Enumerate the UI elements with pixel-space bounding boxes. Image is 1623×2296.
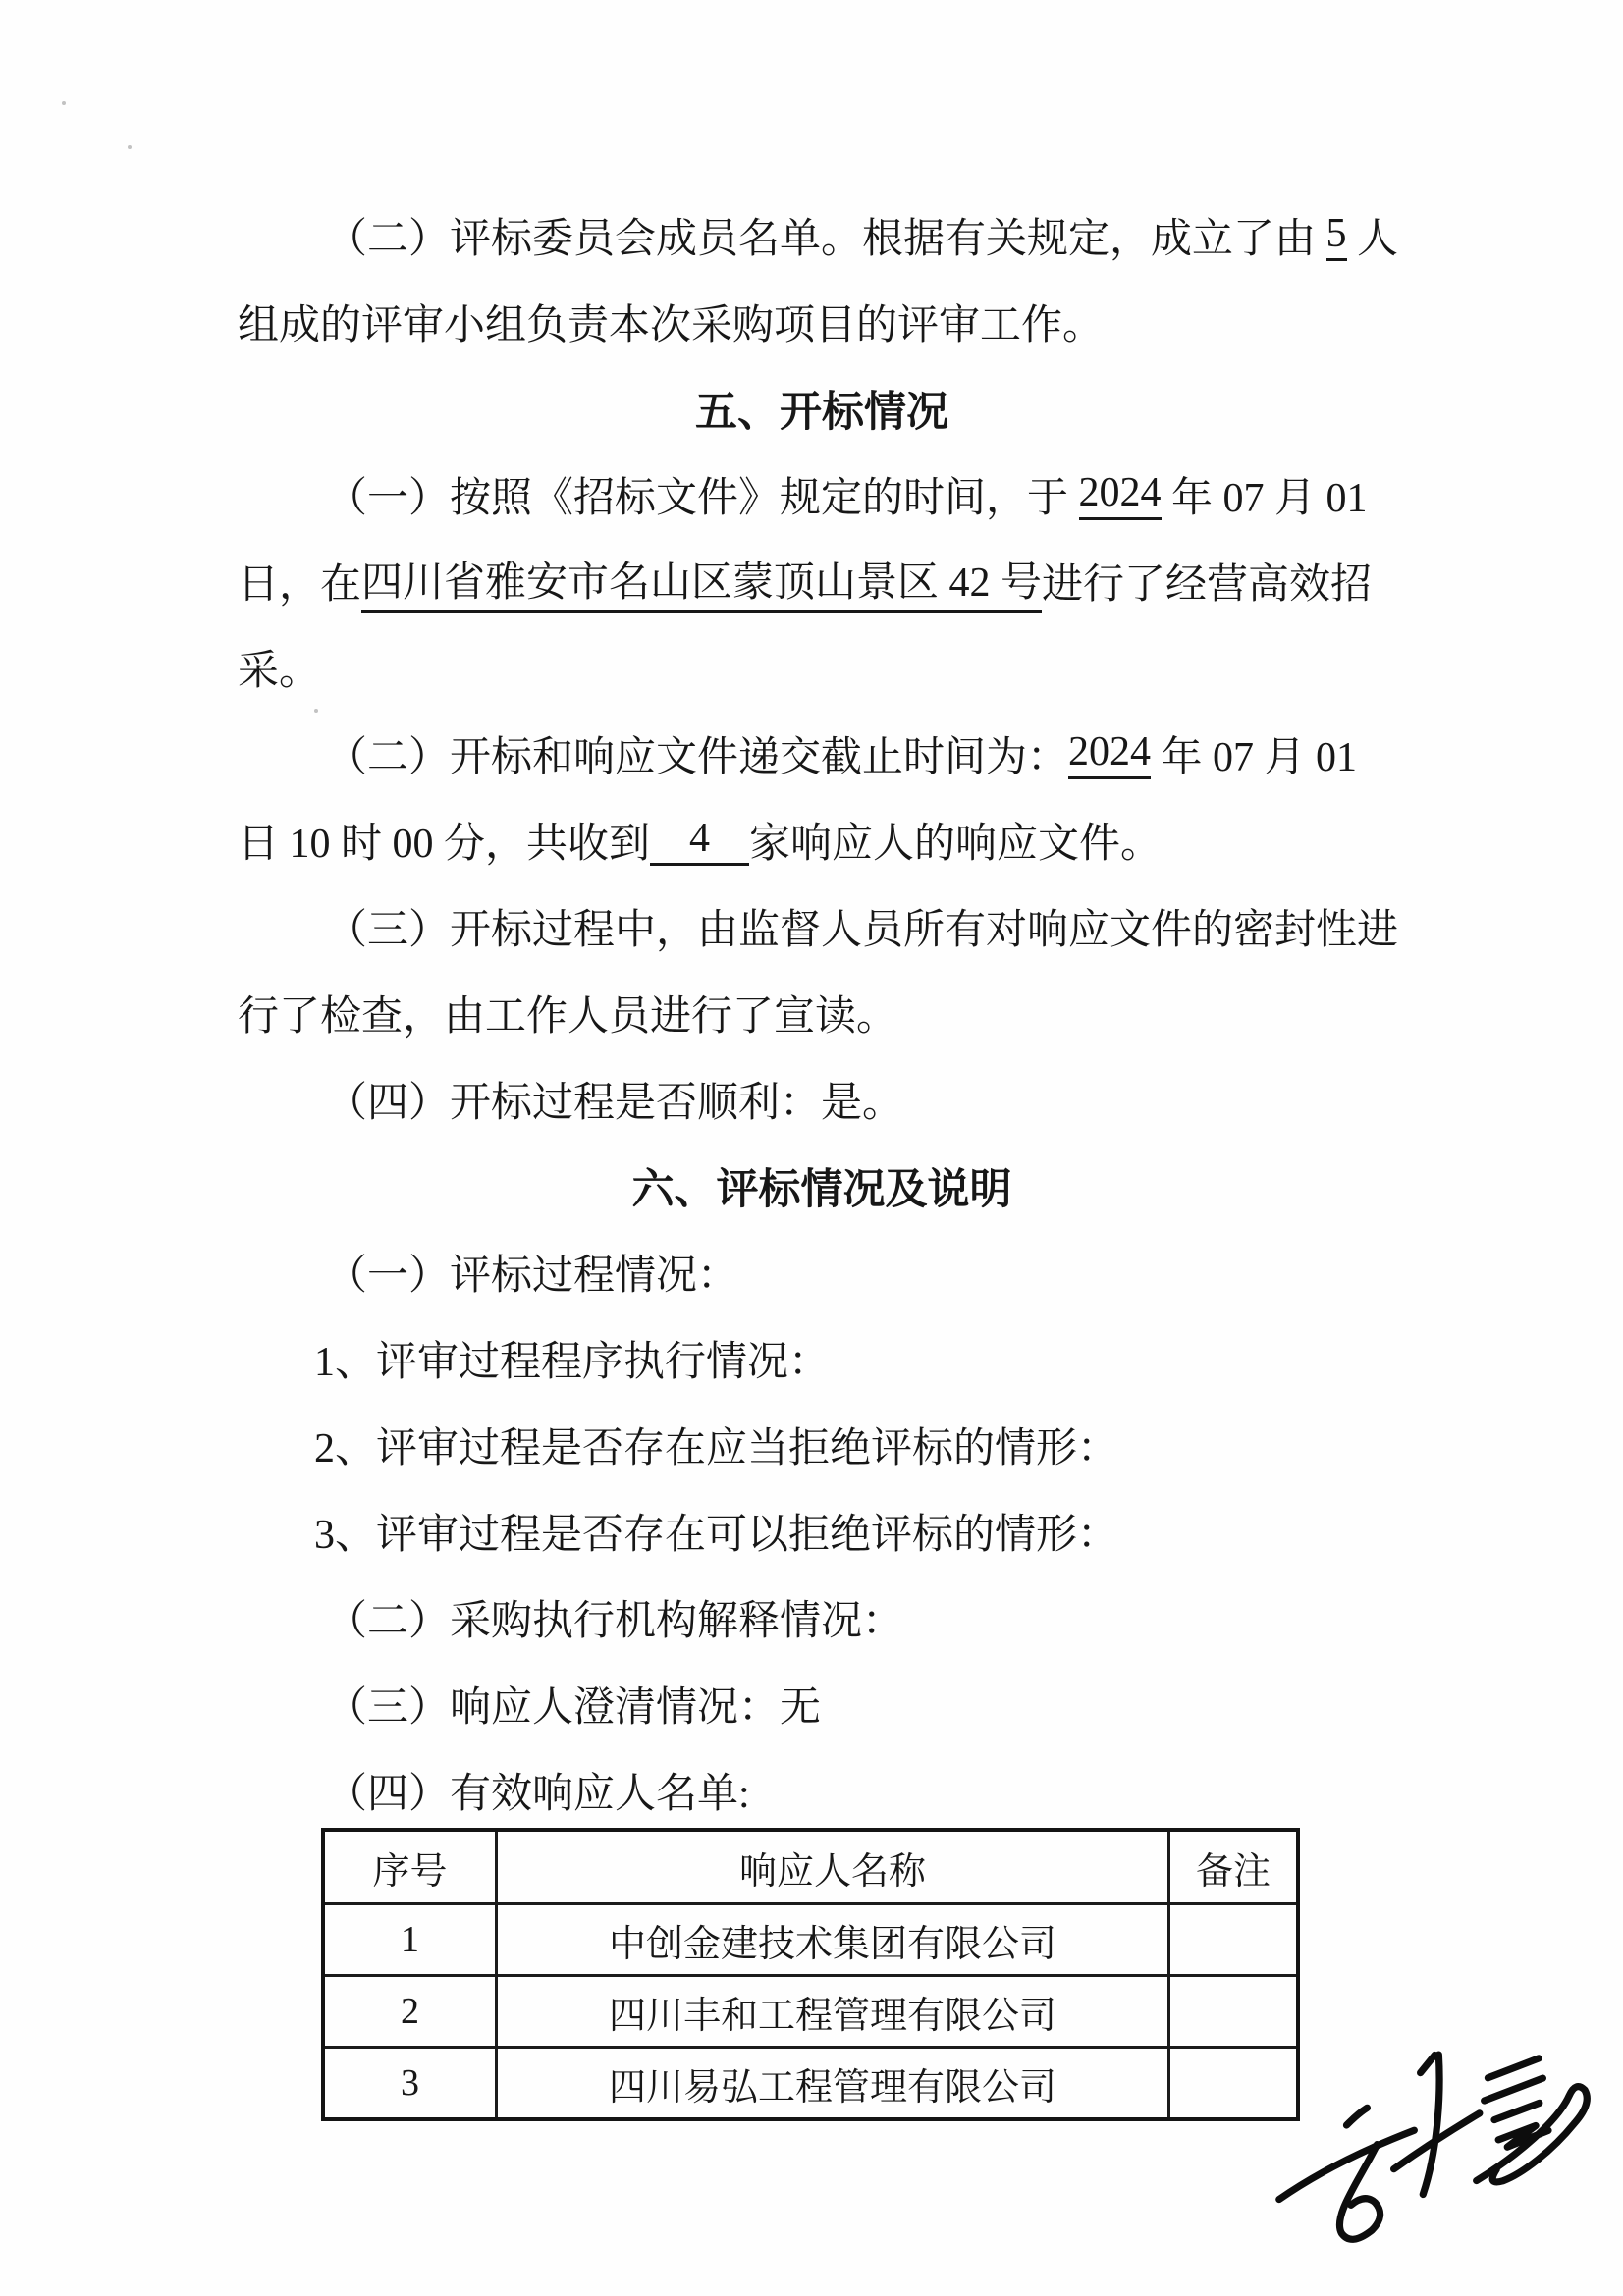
text-segment: 2、评审过程是否存在应当拒绝评标的情形：: [314, 1426, 1119, 1471]
table-row: [323, 2048, 1298, 2120]
item-3: [238, 1488, 1406, 1575]
text-segment: （二）开标和响应文件递交截止时间为：: [326, 735, 1069, 780]
text-segment: 五、开标情况: [695, 389, 948, 436]
table-row: [323, 1904, 1298, 1976]
para-open-place: [238, 538, 1406, 624]
col-header-remark: 备注: [1169, 1830, 1299, 1904]
scan-speck: [128, 145, 132, 149]
text-segment: （三）响应人澄清情况：无: [326, 1685, 822, 1731]
underlined-value: 4: [650, 815, 749, 866]
text-segment: （二）采购执行机构解释情况：: [326, 1599, 904, 1644]
text-segment: （二）评标委员会成员名单。根据有关规定，成立了由: [326, 217, 1326, 262]
text-segment: （四）有效响应人名单:: [326, 1772, 750, 1817]
table-header-row: [323, 1830, 1298, 1904]
para-open-time: [238, 452, 1406, 538]
text-segment: 人: [1346, 217, 1399, 262]
para-clarify: [238, 1661, 1406, 1747]
respondents-table: [321, 1828, 1300, 2121]
para-valid-list: [238, 1747, 1406, 1834]
scan-speck: [62, 101, 66, 105]
text-segment: 日 10 时 00 分，共收到: [238, 822, 651, 867]
cell-name: 中创金建技术集团有限公司: [497, 1904, 1169, 1976]
para-deadline-cont: [238, 797, 1406, 883]
para-agency-explain: [238, 1575, 1406, 1661]
section-6-heading: [238, 1143, 1406, 1229]
item-2: [238, 1402, 1406, 1488]
para-eval-process: [238, 1229, 1406, 1315]
text-segment: 日，在: [238, 562, 362, 608]
text-segment: （一）评标过程情况：: [326, 1254, 739, 1299]
text-segment: 行了检查，由工作人员进行了宣读。: [238, 994, 898, 1040]
para-sealing: [238, 883, 1406, 970]
text-segment: 家响应人的响应文件。: [749, 822, 1163, 867]
cell-name: 四川易弘工程管理有限公司: [497, 2048, 1169, 2120]
para-sealing-cont: [238, 970, 1406, 1056]
cell-no: 2: [323, 1976, 497, 2048]
para-deadline: [238, 711, 1406, 797]
para-open-place-cont: [238, 624, 1406, 711]
cell-name: 四川丰和工程管理有限公司: [497, 1976, 1169, 2048]
document-body: [238, 192, 1406, 1834]
cell-no: 3: [323, 2048, 497, 2120]
text-segment: （一）按照《招标文件》规定的时间，于: [326, 476, 1079, 521]
para-committee: [238, 192, 1406, 279]
para-smooth: [238, 1056, 1406, 1143]
text-segment: 年 07 月 01: [1151, 735, 1358, 780]
underlined-value: 5: [1326, 210, 1347, 261]
col-header-name: 响应人名称: [497, 1830, 1169, 1904]
table-row: [323, 1976, 1298, 2048]
col-header-no: 序号: [323, 1830, 497, 1904]
underlined-value: 四川省雅安市名山区蒙顶山景区 42 号: [361, 550, 1042, 613]
text-segment: 组成的评审小组负责本次采购项目的评审工作。: [238, 303, 1105, 348]
cell-no: 1: [323, 1904, 497, 1976]
section-5-heading: [238, 365, 1406, 452]
text-segment: （四）开标过程是否顺利：是。: [326, 1081, 904, 1126]
text-segment: 年 07 月 01: [1161, 476, 1368, 521]
text-segment: （三）开标过程中，由监督人员所有对响应文件的密封性进: [326, 908, 1399, 953]
text-segment: 六、评标情况及说明: [631, 1166, 1012, 1213]
handwritten-signature: [1254, 2022, 1622, 2296]
para-committee-cont: [238, 279, 1406, 365]
text-segment: 3、评审过程是否存在可以拒绝评标的情形：: [314, 1513, 1119, 1558]
text-segment: 1、评审过程程序执行情况：: [314, 1340, 831, 1385]
text-segment: 进行了经营高效招: [1042, 562, 1373, 608]
underlined-value: 2024: [1079, 469, 1162, 520]
cell-remark: [1169, 1976, 1299, 2048]
underlined-value: 2024: [1068, 728, 1151, 779]
text-segment: 采。: [238, 649, 321, 694]
cell-remark: [1169, 1904, 1299, 1976]
item-1: [238, 1315, 1406, 1402]
